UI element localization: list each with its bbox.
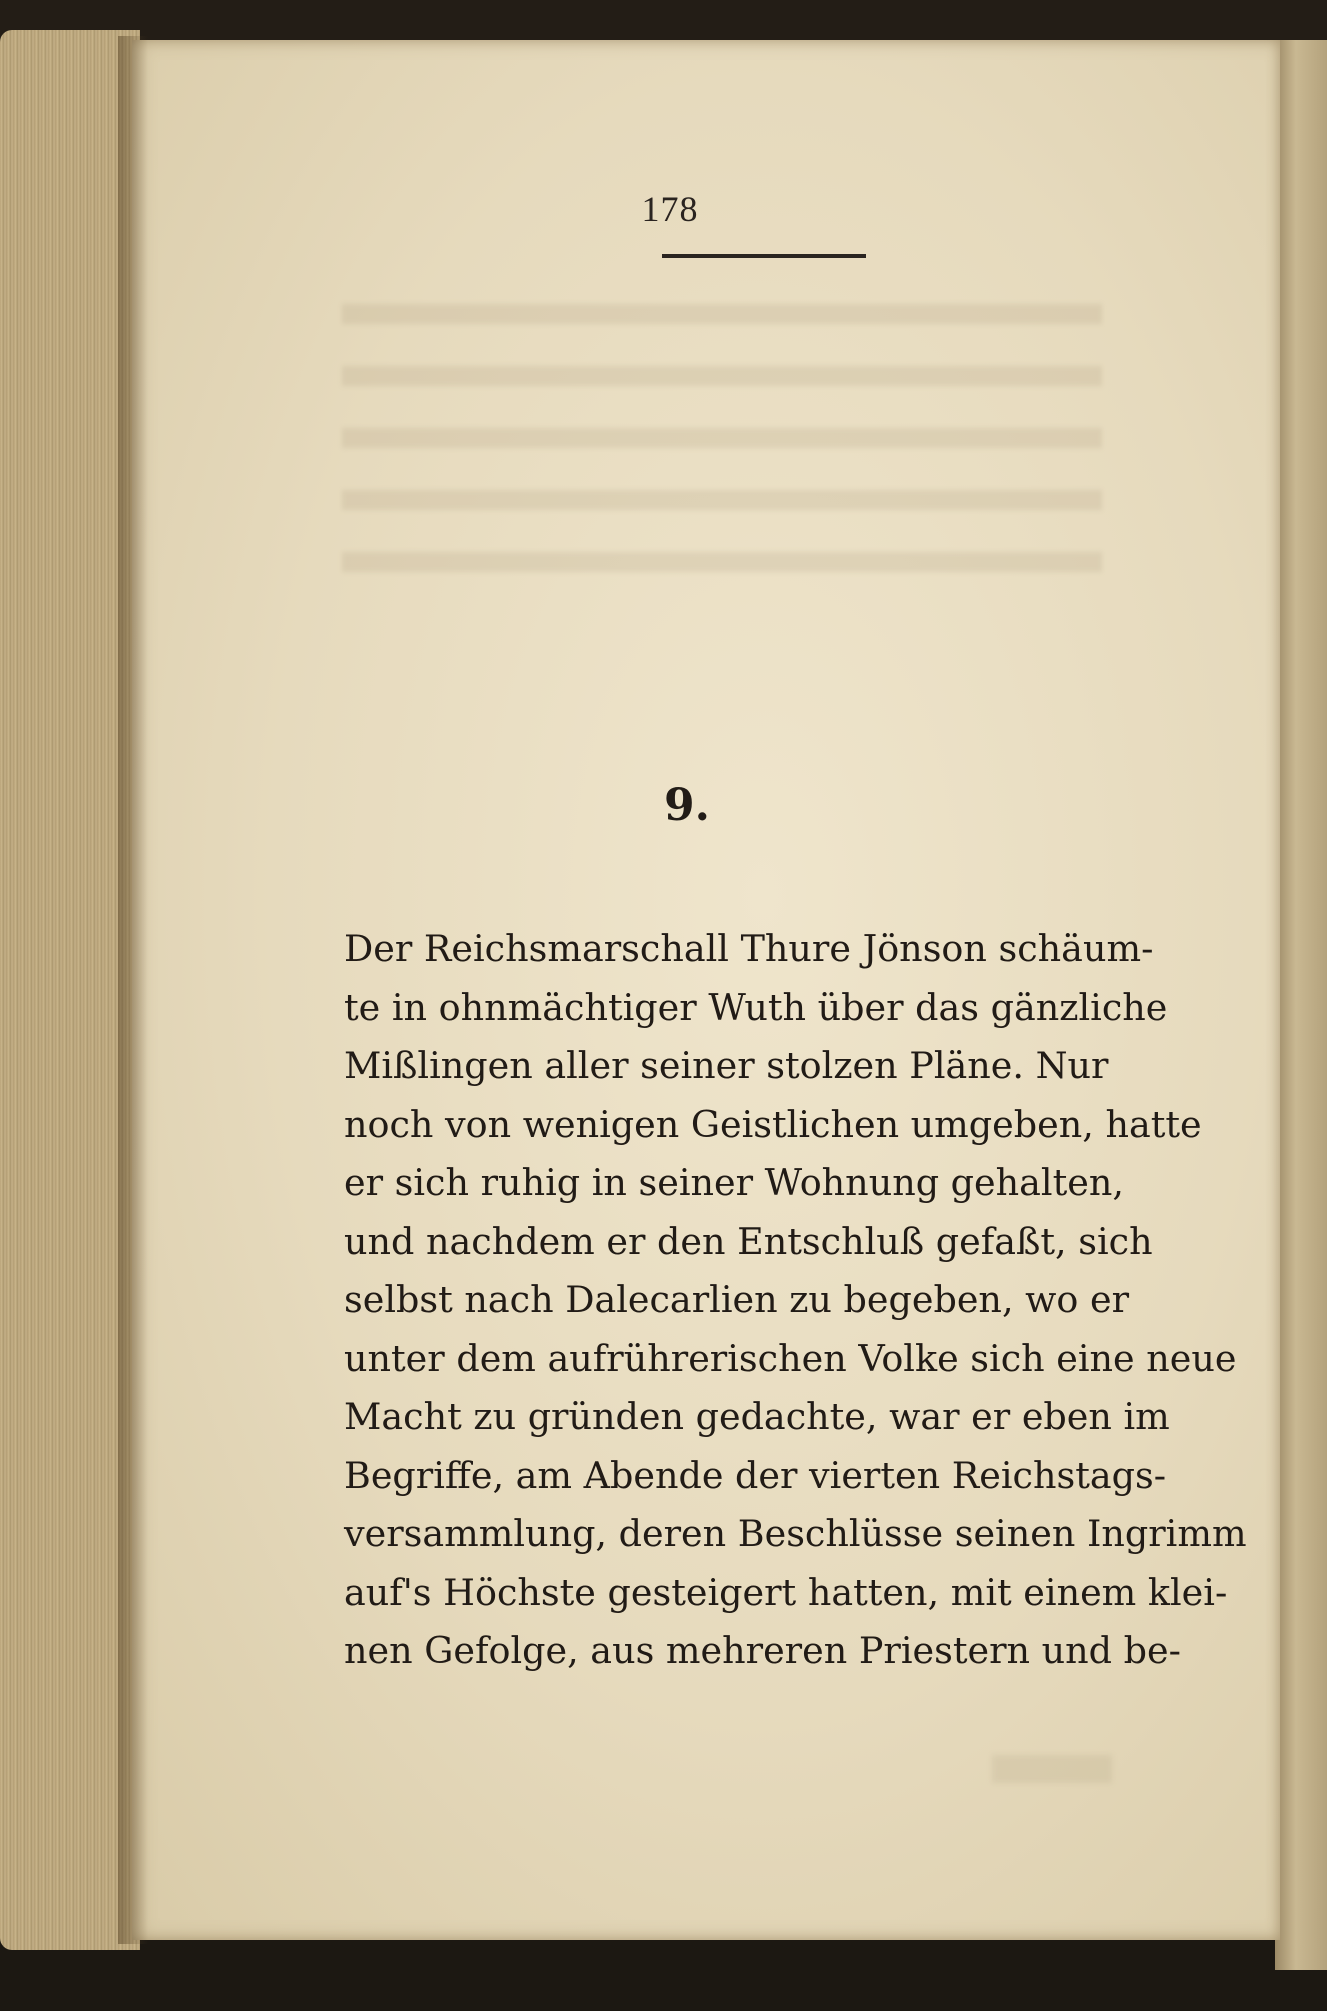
text-line: selbst nach Dalecarlien zu begeben, wo er <box>344 1278 1130 1321</box>
text-line: Der Reichsmarschall Thure Jönson schäum- <box>344 927 1154 970</box>
show-through-text <box>342 280 1102 600</box>
text-line: auf's Höchste gesteigert hatten, mit einem klei- <box>344 1570 1228 1614</box>
text-line: er sich ruhig in seiner Wohnung gehalten, <box>344 1161 1124 1204</box>
text-line: versammlung, deren Beschlüsse seinen Ingrimm <box>344 1512 1247 1555</box>
text-line: te in ohnmächtiger Wuth über das gänzliche <box>344 985 1168 1029</box>
show-through-footer <box>992 1755 1112 1783</box>
text-line: unter dem aufrührerischen Volke sich eine neue <box>344 1336 1237 1380</box>
text-line: Mißlingen aller seiner stolzen Pläne. Nur <box>344 1044 1109 1087</box>
right-page-edges <box>1275 40 1327 1970</box>
header-rule <box>662 254 866 258</box>
text-line: Begriffe, am Abende der vierten Reichstags- <box>344 1453 1167 1497</box>
text-line: noch von wenigen Geistlichen umgeben, hatte <box>344 1102 1202 1146</box>
text-line: und nachdem er den Entschluß gefaßt, sich <box>344 1219 1153 1263</box>
page-number: 178 <box>641 189 699 229</box>
text-line: nen Gefolge, aus mehreren Priestern und be- <box>344 1629 1181 1672</box>
chapter-heading: 9. <box>664 780 710 831</box>
gutter-shadow <box>118 36 148 1944</box>
text-line: Macht zu gründen gedachte, war er eben im <box>344 1395 1170 1438</box>
book-page <box>132 40 1280 1940</box>
body-text <box>344 920 1247 1681</box>
